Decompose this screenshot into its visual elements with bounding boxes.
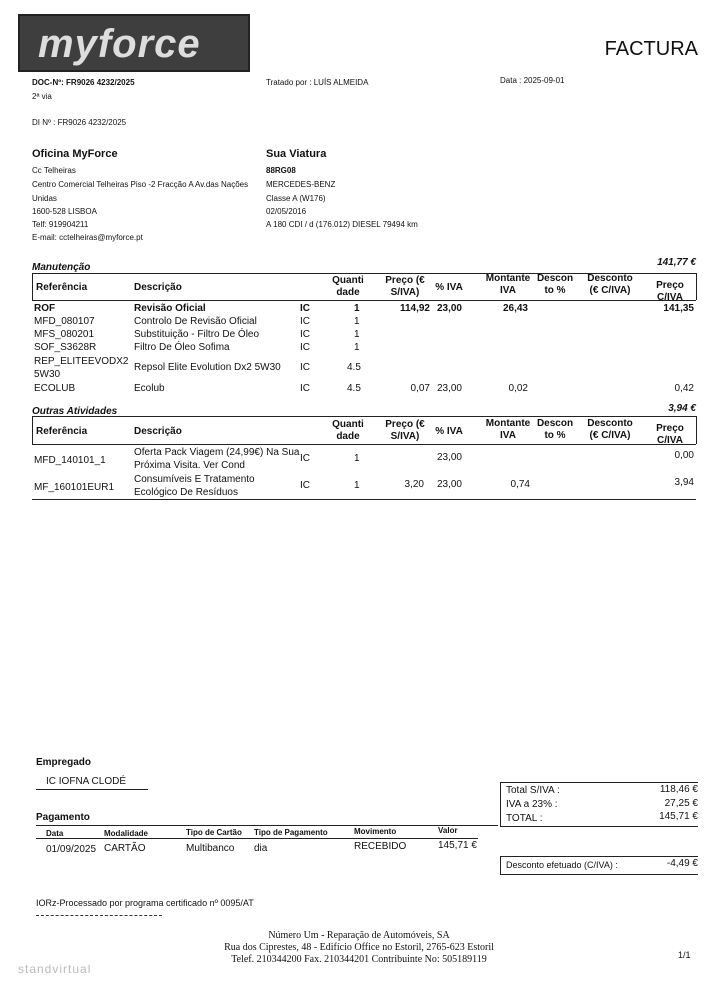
page-number: 1/1	[678, 950, 691, 960]
payment-col-date: Data	[46, 829, 64, 838]
payment-col-value: Valor	[438, 826, 458, 835]
workshop-email: E-mail: cctelheiras@myforce.pt	[32, 233, 143, 242]
col-discount-eur: Desconto (€ C/IVA)	[587, 273, 633, 296]
vehicle-plate: 88RG08	[266, 166, 296, 175]
discount-value: -4,49 €	[666, 858, 698, 869]
col-quantity: Quanti dade	[332, 419, 364, 442]
workshop-phone: Telf: 919904211	[32, 220, 89, 229]
col-quantity: Quanti dade	[332, 275, 364, 298]
payment-title: Pagamento	[36, 812, 90, 823]
col-vat-amount: Montante IVA	[485, 273, 531, 296]
vehicle-model: Classe A (W176)	[266, 194, 326, 203]
vehicle-brand: MERCEDES-BENZ	[266, 180, 336, 189]
copy-via: 2ª via	[32, 92, 52, 101]
maintenance-total: 141,77 €	[657, 257, 696, 268]
vat-value: 27,25 €	[664, 798, 698, 809]
col-price-vat: Preço C/IVA	[656, 423, 684, 446]
vehicle-title: Sua Viatura	[266, 148, 327, 160]
document-type: FACTURA	[604, 38, 698, 60]
col-description: Descrição	[134, 282, 182, 293]
vehicle-engine: A 180 CDI / d (176.012) DIESEL 79494 km	[266, 220, 418, 229]
watermark: standvirtual	[18, 962, 92, 976]
doc-number: DOC-Nº: FR9026 4232/2025	[32, 78, 135, 87]
col-vat: % IVA	[435, 282, 463, 293]
certification-note: IORz-Processado por programa certificado nº 0095/AT	[36, 898, 254, 908]
employee-name: IC IOFNA CLODÉ	[46, 776, 127, 787]
treated-by: Tratado por : LUÍS ALMEIDA	[266, 78, 369, 87]
vehicle-registration-date: 02/05/2016	[266, 207, 307, 216]
maintenance-title: Manutenção	[32, 262, 91, 273]
col-vat: % IVA	[435, 426, 463, 437]
col-reference: Referência	[36, 282, 88, 293]
di-number: DI Nº : FR9026 4232/2025	[32, 118, 127, 127]
footer-contacts: Telef. 210344200 Fax. 210344201 Contribuinte No: 505189119	[231, 954, 487, 965]
logo-text: myforce	[38, 22, 201, 66]
grand-total-label: TOTAL :	[506, 813, 543, 824]
total-net-value: 118,46 €	[659, 784, 698, 795]
payment-col-card: Tipo de Cartão	[186, 828, 242, 837]
workshop-line: Cc Telheiras	[32, 166, 76, 175]
col-discount-pct: Descon to %	[536, 273, 574, 296]
total-net-label: Total S/IVA :	[506, 785, 560, 796]
payment-col-movement: Movimento	[354, 827, 397, 836]
footer-address: Rua dos Ciprestes, 48 - Edifício Office no Estoril, 2765-623 Estoril	[224, 942, 494, 953]
vat-label: IVA a 23% :	[506, 799, 558, 810]
discount-label: Desconto efetuado (C/IVA) :	[506, 860, 618, 870]
grand-total-value: 145,71 €	[659, 811, 698, 822]
other-activities-total: 3,94 €	[668, 403, 696, 414]
footer-company: Número Um - Reparação de Automóveis, SA	[268, 930, 450, 941]
employee-title: Empregado	[36, 757, 92, 768]
col-vat-amount: Montante IVA	[485, 418, 531, 441]
workshop-line: Centro Comercial Telheiras Piso -2 Fracção A Av.das Nações	[32, 180, 249, 189]
col-reference: Referência	[36, 426, 88, 437]
payment-col-type: Tipo de Pagamento	[254, 828, 328, 837]
col-price: Preço (€ S/IVA)	[385, 419, 425, 442]
col-discount-pct: Descon to %	[536, 418, 574, 441]
col-description: Descrição	[134, 426, 182, 437]
workshop-line: 1600-528 LISBOA	[32, 207, 97, 216]
col-discount-eur: Desconto (€ C/IVA)	[587, 418, 633, 441]
workshop-name: Oficina MyForce	[32, 148, 118, 160]
col-price: Preço (€ S/IVA)	[385, 275, 425, 298]
other-activities-title: Outras Atividades	[32, 406, 118, 417]
company-logo	[18, 14, 250, 72]
payment-col-mode: Modalidade	[104, 829, 149, 838]
invoice-date: Data : 2025-09-01	[500, 76, 565, 85]
col-price-vat: Preço C/IVA	[656, 280, 684, 303]
workshop-line: Unidas	[32, 194, 57, 203]
